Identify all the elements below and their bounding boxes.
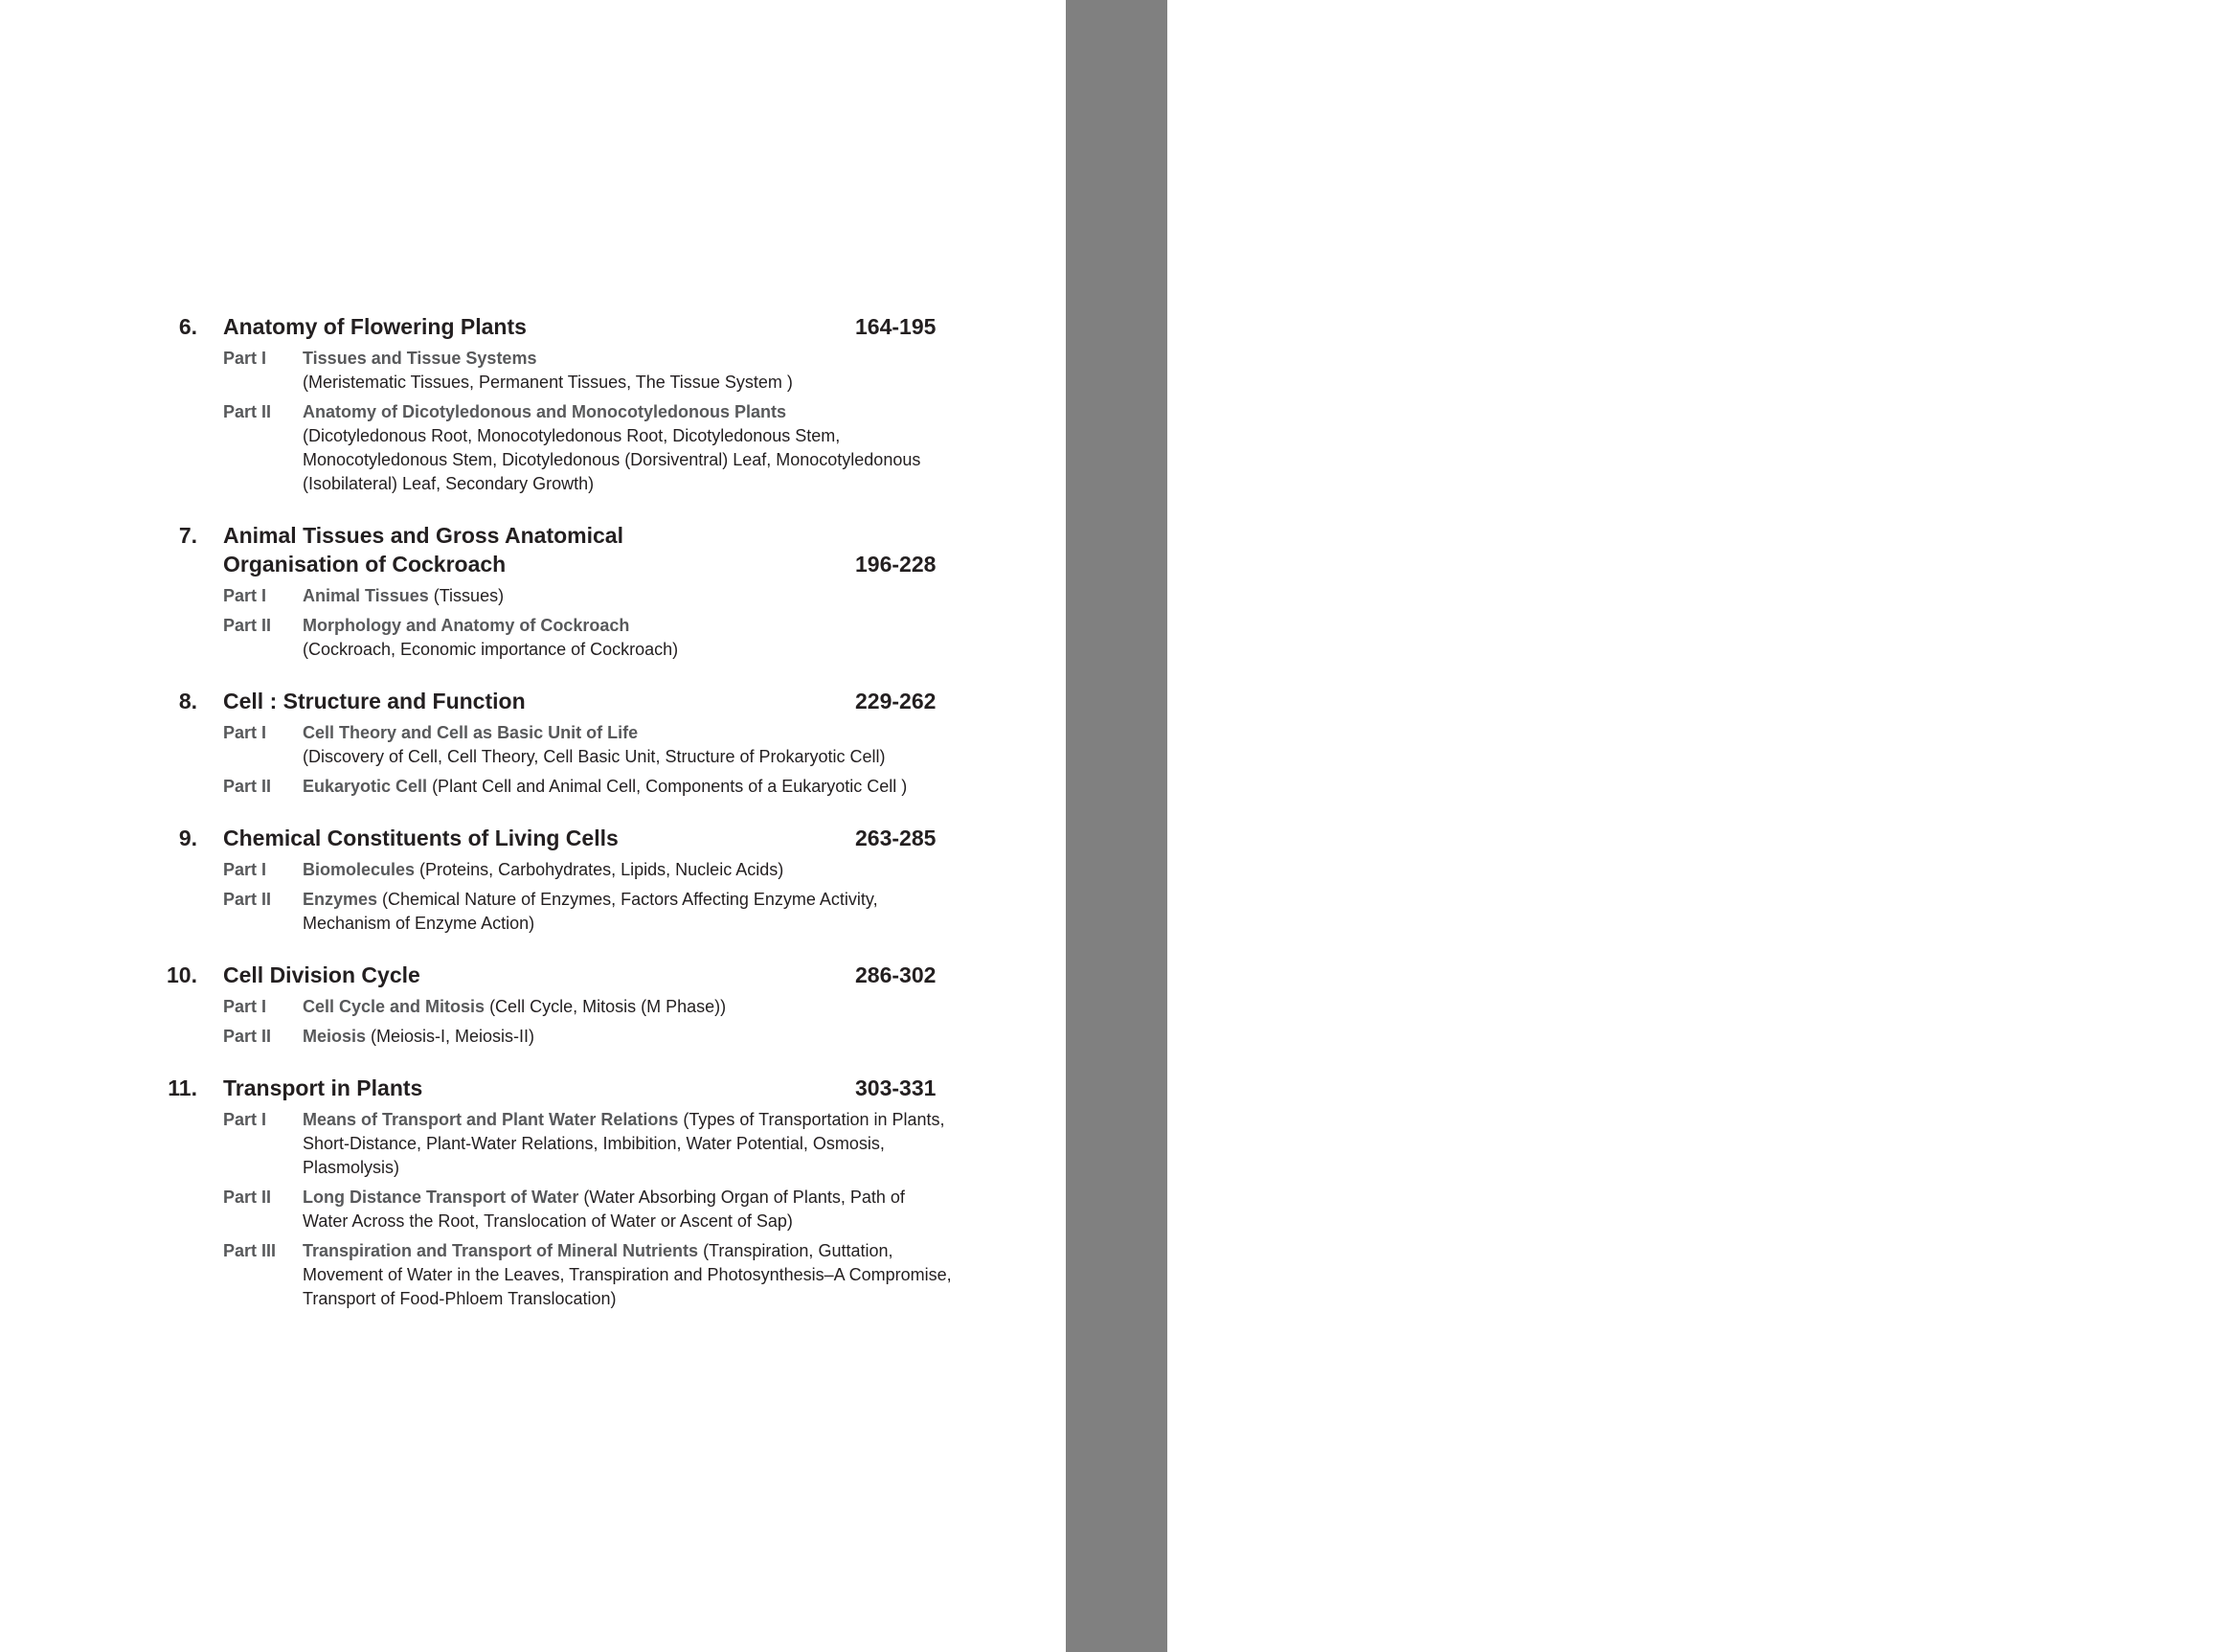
part-label: Part II [223,890,272,909]
side-title [2153,450,2213,1163]
part-row [0,888,958,936]
part-label: Part II [223,1027,272,1046]
part-detail: (Plant Cell and Animal Cell, Components of a Eukaryotic Cell ) [427,777,908,796]
chapter-pages: 229-262 [855,689,937,713]
chapter-7 [0,521,958,662]
part-label: Part I [223,860,267,879]
chapter-10 [0,961,958,1049]
chapter-number: 6. [178,314,197,339]
chapter-number: 10. [167,962,197,987]
part-row [0,858,958,882]
chapter-title: Cell : Structure and Function [223,689,526,713]
table-of-contents [0,312,958,1336]
chapter-pages: 303-331 [855,1075,937,1100]
part-label: Part II [223,1188,272,1207]
part-label: Part I [223,349,267,368]
part-title: Enzymes [303,890,378,909]
chapter-9 [0,824,958,936]
chapter-title: Cell Division Cycle [223,962,420,987]
part-title: Cell Theory and Cell as Basic Unit of Life [303,723,639,742]
part-title: Morphology and Anatomy of Cockroach [303,616,630,635]
part-row [0,400,958,496]
part-title: Transpiration and Transport of Mineral Nutrients [303,1241,699,1260]
chapter-11 [0,1074,958,1311]
part-label: Part I [223,997,267,1016]
chapter-6 [0,312,958,496]
chapter-pages: 196-228 [855,552,937,577]
part-title: Tissues and Tissue Systems [303,349,537,368]
part-title: Cell Cycle and Mitosis [303,997,486,1016]
part-label: Part II [223,777,272,796]
side-title-details: details [2152,449,2213,647]
side-title-navigation: NAVIGATION [2152,646,2213,1016]
part-label: Part I [223,1110,267,1129]
part-row [0,1108,958,1180]
chapter-title: Anatomy of Flowering Plants [223,314,527,339]
chapter-pages: 164-195 [855,314,937,339]
part-detail: (Chemical Nature of Enzymes, Factors Affecting Enzyme Activity, Mechanism of Enzyme Action) [303,890,878,933]
chapter-title: Transport in Plants [223,1075,423,1100]
part-row [0,1239,958,1311]
part-detail: (Meiosis-I, Meiosis-II) [366,1027,535,1046]
part-detail: (Water Absorbing Organ of Plants, Path of Water Across the Root, Translocation of Water or Ascent of Sap) [303,1188,905,1231]
part-detail: (Transpiration, Guttation, Movement of Water in the Leaves, Transpiration and Photosynthesis–A Compromise, Transport of Food-Phloem Translocation) [303,1241,952,1308]
part-label: Part I [223,586,267,605]
part-title: Long Distance Transport of Water [303,1188,579,1207]
part-detail: (Discovery of Cell, Cell Theory, Cell Basic Unit, Structure of Prokaryotic Cell) [303,747,886,766]
part-detail: (Cockroach, Economic importance of Cockroach) [303,640,679,659]
chapter-number: 7. [178,523,197,548]
chapter-number: 11. [168,1075,197,1100]
part-row [0,1025,958,1049]
part-row [0,614,958,662]
part-title: Anatomy of Dicotyledonous and Monocotyledonous Plants [303,402,787,421]
chapter-pages: 263-285 [855,826,937,850]
part-label: Part I [223,723,267,742]
part-detail: (Dicotyledonous Root, Monocotyledonous Root, Dicotyledonous Stem, Monocotyledonous Stem, Dicotyledonous (Dorsiventral) Leaf, Monocotyledonous (Isobilateral) Leaf, Secondary Growth) [303,426,921,493]
part-label: Part II [223,402,272,421]
chapter-title: Chemical Constituents of Living Cells [223,826,619,850]
part-detail: (Meristematic Tissues, Permanent Tissues, The Tissue System ) [303,373,793,392]
part-detail: (Cell Cycle, Mitosis (M Phase)) [485,997,727,1016]
side-title-book: book [2152,1015,2213,1164]
chapter-8 [0,687,958,799]
part-title: Animal Tissues [303,586,429,605]
part-title: Meiosis [303,1027,367,1046]
part-title: Eukaryotic Cell [303,777,428,796]
part-label: Part III [223,1241,277,1260]
part-row [0,1186,958,1233]
chapter-title: Animal Tissues and Gross Anatomical Organisation of Cockroach [223,523,623,577]
part-title: Biomolecules [303,860,416,879]
part-row [0,721,958,769]
part-title: Means of Transport and Plant Water Relations [303,1110,679,1129]
part-label: Part II [223,616,272,635]
chapter-number: 8. [178,689,197,713]
part-row [0,775,958,799]
chapter-number: 9. [178,826,197,850]
part-row [0,584,958,608]
part-row [0,347,958,395]
side-band [1066,0,2213,1652]
part-detail: (Tissues) [428,586,505,605]
chapter-pages: 286-302 [855,962,937,987]
part-detail: (Types of Transportation in Plants, Short-Distance, Plant-Water Relations, Imbibition, Water Potential, Osmosis, Plasmolysis) [303,1110,945,1177]
part-detail: (Proteins, Carbohydrates, Lipids, Nucleic Acids) [415,860,784,879]
part-row [0,995,958,1019]
